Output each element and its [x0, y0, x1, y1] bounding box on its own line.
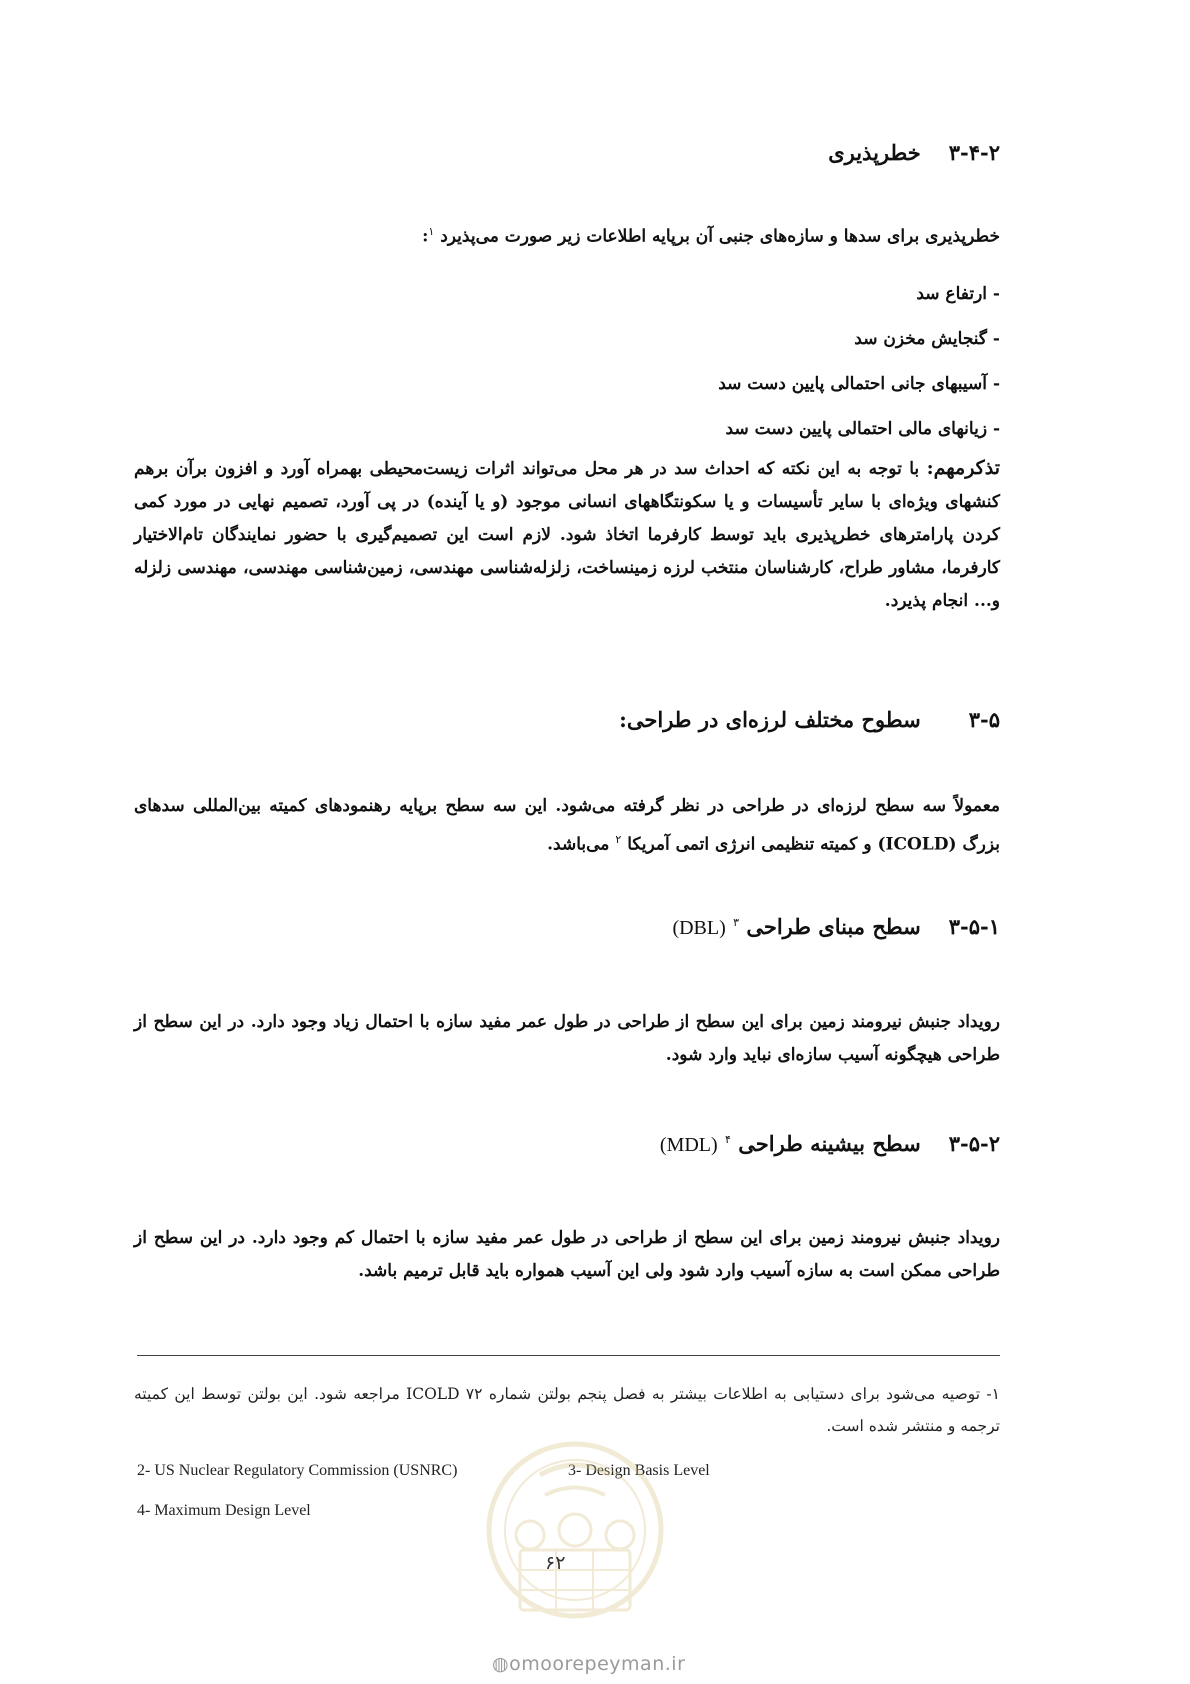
list-item: - زیانهای مالی احتمالی پایین دست سد: [725, 419, 1000, 439]
list-item: - آسیبهای جانی احتمالی پایین دست سد: [718, 374, 1000, 394]
paragraph-tail: می‌باشد.: [547, 834, 610, 855]
paragraph-text: رویداد جنبش نیرومند زمین برای این سطح از طراحی در طول عمر مفید سازه با احتمال زیاد وجود دارد. در این سطح از طراحی هیچگونه آسیب سازه‌ای نباید وارد شود.: [134, 1012, 1000, 1065]
paragraph-text: معمولاً سه سطح لرزه‌ای در طراحی در نظر گرفته می‌شود. این سه سطح برپایه رهنمودهای کمیته بین‌المللی سدهای بزرگ (ICOLD) و کمیته تنظیمی انرژی اتمی آمریکا: [134, 796, 1000, 855]
section-heading-3-5: [619, 707, 1000, 732]
watermark-seal: [480, 1435, 670, 1645]
watermark-url: [492, 1653, 685, 1675]
footnote-2: 2- US Nuclear Regulatory Commission (USNRC): [137, 1462, 458, 1479]
footnote-marker-3: ۳: [733, 916, 740, 929]
note-text: با توجه به این نکته که احداث سد در هر محل می‌تواند اثرات زیست‌محیطی بهمراه آورد و افزون برآن برهم کنشهای ویژه‌ای با سایر تأسیسات و یا سکونتگاههای انسانی موجود (و یا آینده) در پی آورد، تصمیم نهایی در مورد کمی کردن پارامترهای خطرپذیری باید توسط کارفرما اتخاذ شود. لازم است این تصمیم‌گیری با حضور نمایندگان تام‌الاختیار کارفرما، مشاور طراح، کارشناسان منتخب لرزه زمینساخت، زلزله‌شناسی مهندسی، زمین‌شناسی مهندسی، مهندسی زلزله و... انجام پذیرد.: [134, 459, 1000, 611]
section-heading-3-5-1: [672, 914, 1000, 940]
footnote-4: 4- Maximum Design Level: [137, 1502, 311, 1519]
important-note: [134, 452, 1000, 618]
section-number: ۳-۵-۲: [948, 1131, 1000, 1156]
footnote-divider: [137, 1355, 1000, 1356]
paragraph-3-5: [134, 790, 1000, 862]
page-number: ۶۲: [545, 1552, 566, 1574]
watermark-url-text: omoorepeyman.ir: [509, 1653, 686, 1675]
section-title: سطح مبنای طراحی: [746, 914, 921, 939]
section-title: سطح بیشینه طراحی: [738, 1131, 921, 1156]
section-heading-3-4-2: [828, 140, 1000, 165]
section-title: سطوح مختلف لرزه‌ای در طراحی:: [619, 707, 921, 732]
intro-colon: :: [422, 226, 429, 247]
list-item: - گنجایش مخزن سد: [854, 329, 1000, 349]
list-item: - ارتفاع سد: [916, 284, 1000, 304]
section-heading-3-5-2: [660, 1131, 1000, 1157]
note-label: تذکرمهم:: [926, 457, 1000, 479]
footnote-marker-1: ۱: [428, 225, 435, 238]
footnote-3: 3- Design Basis Level: [568, 1462, 710, 1479]
section-number: ۳-۵-۱: [948, 914, 1000, 939]
section-abbr: (MDL): [659, 1134, 718, 1156]
footnote-text: ۱- توصیه می‌شود برای دستیابی به اطلاعات بیشتر به فصل پنجم بولتن شماره ۷۲ ICOLD مراجعه شود. این بولتن توسط این کمیته ترجمه و منتشر شده است.: [134, 1385, 1000, 1435]
section-number: ۳-۴-۲: [948, 140, 1000, 165]
globe-icon: ◍: [492, 1653, 510, 1675]
footnote-1: [134, 1378, 1000, 1442]
paragraph-3-5-1: [134, 1006, 1000, 1072]
section-number: ۳-۵: [968, 707, 1000, 732]
footnote-marker-2: ۲: [615, 833, 622, 846]
intro-line: [180, 221, 1000, 248]
intro-text: خطرپذیری برای سدها و سازه‌های جنبی آن برپایه اطلاعات زیر صورت می‌پذیرد: [440, 226, 1000, 247]
footnote-marker-4: ۴: [725, 1133, 731, 1146]
paragraph-text: رویداد جنبش نیرومند زمین برای این سطح از طراحی در طول عمر مفید سازه با احتمال کم وجود دارد. در این سطح از طراحی ممکن است به سازه آسیب وارد شود ولی این آسیب همواره باید قابل ترمیم باشد.: [134, 1228, 1001, 1281]
section-abbr: (DBL): [672, 917, 726, 939]
paragraph-3-5-2: [134, 1222, 1000, 1288]
section-title: خطرپذیری: [828, 140, 921, 165]
